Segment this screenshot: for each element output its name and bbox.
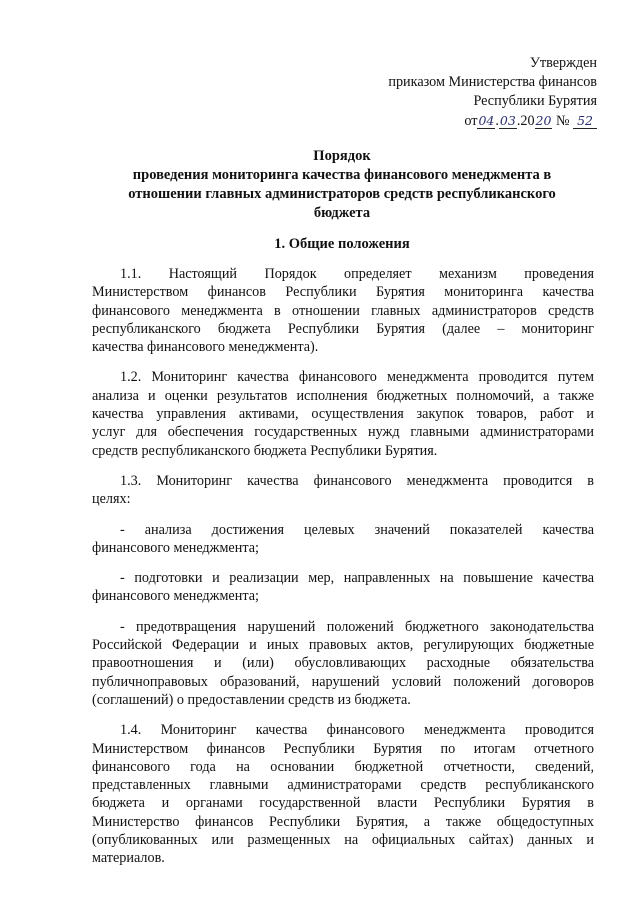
approval-stamp-block xyxy=(388,54,597,131)
paragraph-line: 1.2. Мониторинг качества финансового менеджмента проводится путем xyxy=(120,369,594,386)
paragraph-line: (опубликованных или размещенных на официальных сайтах) данных и xyxy=(92,832,594,849)
handwritten-order-number: 52 xyxy=(573,113,597,129)
title-line-2: проведения мониторинга качества финансового менеджмента в xyxy=(132,167,552,183)
paragraph-line: республиканского бюджета Республики Бурятия (далее – мониторинг xyxy=(92,320,594,337)
title-line-3: отношении главных администраторов средств республиканского xyxy=(128,186,556,202)
paragraph-line: публичноправовых образований, нарушений условий положений договоров xyxy=(92,673,594,690)
paragraph-line: финансового менеджмента; xyxy=(92,588,259,605)
handwritten-day: 04 xyxy=(478,113,495,128)
paragraph-line: представленных главными администраторами средств республиканского xyxy=(92,777,594,794)
paragraph-line: финансового менеджмента в отношении главных администраторов средств xyxy=(92,302,594,319)
handwritten-month: 03 xyxy=(499,113,516,128)
list-item-preparation xyxy=(92,569,594,606)
paragraph-line: услуг для обеспечения государственных нужд главными администраторами xyxy=(92,424,594,441)
paragraph-1-1 xyxy=(92,265,594,356)
paragraph-1-2 xyxy=(92,368,594,459)
handwritten-year: 20 xyxy=(535,113,552,128)
approval-date-line: от04.03.2020 № 52 xyxy=(388,111,597,131)
paragraph-line: анализа и оценки результатов исполнения бюджетных полномочий, а также xyxy=(92,387,594,404)
paragraph-line: (соглашений) о предоставлении средств из бюджета. xyxy=(92,691,411,708)
list-item-analysis xyxy=(92,521,594,558)
title-line-1: Порядок xyxy=(313,148,371,164)
paragraph-line: - анализа достижения целевых значений показателей качества xyxy=(120,521,594,538)
paragraph-line: качества управления активами, осуществления закупок товаров, работ и xyxy=(92,406,594,423)
number-sign: № xyxy=(556,113,570,129)
paragraph-line: 1.4. Мониторинг качества финансового менеджмента проводится xyxy=(120,722,594,739)
paragraph-line: Министерством финансов Республики Бурятия по итогам отчетного xyxy=(92,740,594,757)
section-heading: 1. Общие положения xyxy=(274,236,410,252)
paragraph-1-3 xyxy=(92,472,594,509)
paragraph-line: правоотношения и (или) обусловливающих расходные обязательства xyxy=(92,655,594,672)
paragraph-line: Министерство финансов Республики Бурятия, а также общедоступных xyxy=(92,813,594,830)
paragraph-1-4 xyxy=(92,721,594,867)
paragraph-line: Российской Федерации и иных правовых актов, регулирующих бюджетные xyxy=(92,637,594,654)
paragraph-line: - подготовки и реализации мер, направленных на повышение качества xyxy=(120,570,594,587)
year-prefix: .20 xyxy=(516,113,535,129)
approval-line-3: Республики Бурятия xyxy=(473,93,597,109)
document-title xyxy=(92,147,592,223)
list-item-prevention xyxy=(92,618,594,709)
document-body xyxy=(92,265,594,880)
paragraph-line: 1.1. Настоящий Порядок определяет механизм проведения xyxy=(120,266,594,282)
paragraph-line: бюджета и органами государственной власти Республики Бурятия в xyxy=(92,795,594,812)
paragraph-line: средств республиканского бюджета Республики Бурятия. xyxy=(92,442,438,459)
title-line-4: бюджета xyxy=(313,205,371,221)
paragraph-line: финансового менеджмента; xyxy=(92,539,259,556)
paragraph-line: материалов. xyxy=(92,850,165,867)
date-prefix: от xyxy=(464,113,478,129)
paragraph-line: - предотвращения нарушений положений бюджетного законодательства xyxy=(120,618,594,635)
paragraph-line: финансового года на основании бюджетной отчетности, сведений, xyxy=(92,758,594,775)
approval-line-2: приказом Министерства финансов xyxy=(388,74,597,90)
paragraph-line: 1.3. Мониторинг качества финансового менеджмента проводится в xyxy=(120,472,594,489)
paragraph-line: Министерством финансов Республики Бурятия мониторинга качества xyxy=(92,284,594,301)
paragraph-line: целях: xyxy=(92,491,131,508)
approval-line-1: Утвержден xyxy=(529,55,597,71)
paragraph-line: качества финансового менеджмента). xyxy=(92,339,319,356)
